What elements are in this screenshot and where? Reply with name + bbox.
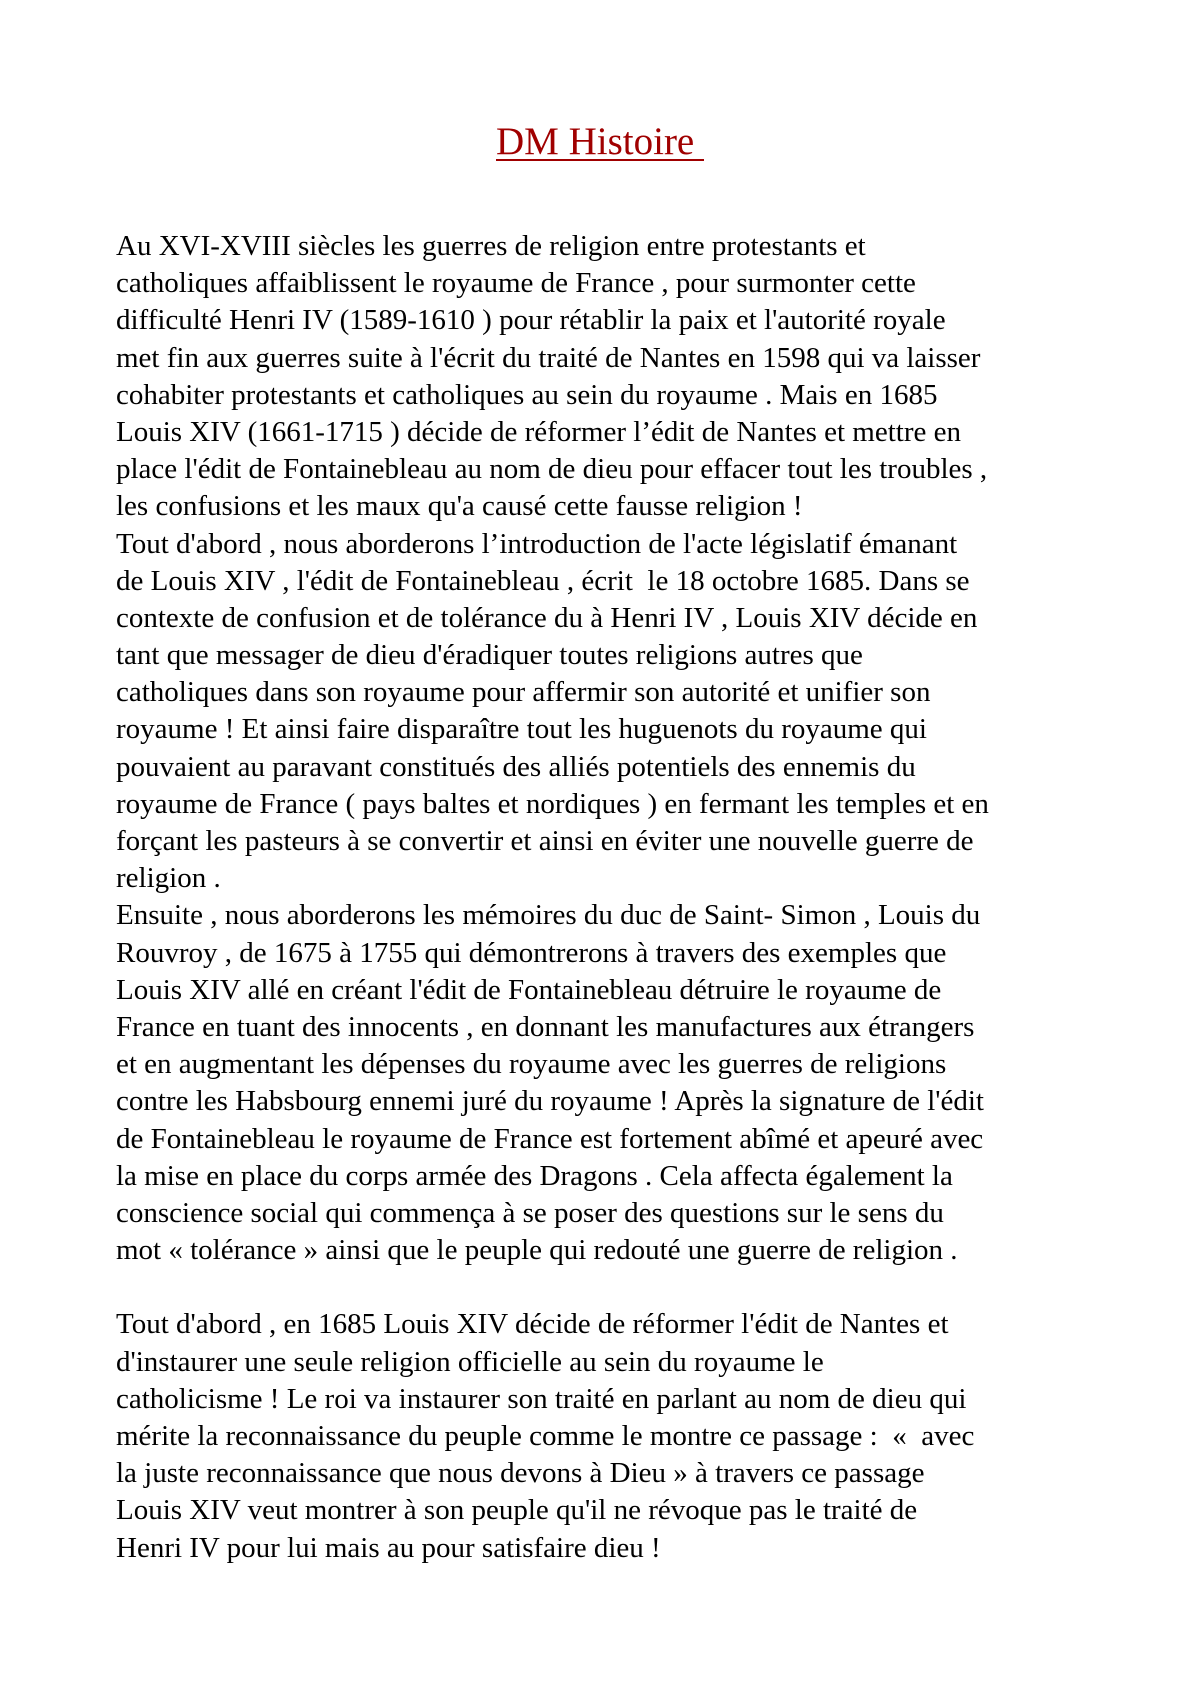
text-line: de Louis XIV , l'édit de Fontainebleau , écrit le 18 octobre 1685. Dans se [116, 564, 970, 597]
text-line: tant que messager de dieu d'éradiquer toutes religions autres que [116, 639, 863, 672]
text-line: la mise en place du corps armée des Dragons . Cela affecta également la [116, 1159, 953, 1192]
text-line: religion . [116, 862, 221, 895]
text-line: met fin aux guerres suite à l'écrit du traité de Nantes en 1598 qui va laisser [116, 341, 981, 374]
text-line: royaume ! Et ainsi faire disparaître tout les huguenots du royaume qui [116, 713, 927, 746]
text-line: les confusions et les maux qu'a causé cette fausse religion ! [116, 490, 803, 523]
text-line: contre les Habsbourg ennemi juré du royaume ! Après la signature de l'édit [116, 1085, 984, 1118]
text-line: Tout d'abord , nous aborderons l’introduction de l'acte législatif émanant [116, 527, 958, 560]
text-line: mot « tolérance » ainsi que le peuple qui redouté une guerre de religion . [116, 1234, 958, 1267]
text-line: conscience social qui commença à se poser des questions sur le sens du [116, 1196, 944, 1229]
text-line: Louis XIV (1661-1715 ) décide de réformer l’édit de Nantes et mettre en [116, 415, 961, 448]
text-line: Louis XIV allé en créant l'édit de Fontainebleau détruire le royaume de [116, 973, 942, 1006]
text-line: Louis XIV veut montrer à son peuple qu'il ne révoque pas le traité de [116, 1494, 918, 1527]
text-line: et en augmentant les dépenses du royaume avec les guerres de religions [116, 1048, 947, 1081]
text-line: catholicisme ! Le roi va instaurer son traité en parlant au nom de dieu qui [116, 1382, 967, 1415]
text-line: pouvaient au paravant constitués des alliés potentiels des ennemis du [116, 750, 916, 783]
text-line: contexte de confusion et de tolérance du à Henri IV , Louis XIV décide en [116, 601, 978, 634]
text-line: catholiques affaiblissent le royaume de France , pour surmonter cette [116, 267, 916, 300]
text-line: d'instaurer une seule religion officielle au sein du royaume le [116, 1345, 824, 1378]
text-line: France en tuant des innocents , en donnant les manufactures aux étrangers [116, 1010, 975, 1043]
text-line: Au XVI-XVIII siècles les guerres de religion entre protestants et [116, 230, 866, 262]
document-title: DM Histoire [496, 120, 704, 163]
text-line: royaume de France ( pays baltes et nordiques ) en fermant les temples et en [116, 787, 989, 820]
text-line: Henri IV pour lui mais au pour satisfaire dieu ! [116, 1531, 661, 1564]
text-line: de Fontainebleau le royaume de France est fortement abîmé et apeuré avec [116, 1122, 984, 1155]
text-line: cohabiter protestants et catholiques au sein du royaume . Mais en 1685 [116, 378, 938, 411]
text-line: forçant les pasteurs à se convertir et ainsi en éviter une nouvelle guerre de [116, 825, 974, 857]
text-line: Ensuite , nous aborderons les mémoires du duc de Saint- Simon , Louis du [116, 899, 981, 932]
text-line: Rouvroy , de 1675 à 1755 qui démontrerons à travers des exemples que [116, 936, 947, 969]
document-body [116, 228, 1116, 1567]
text-line: mérite la reconnaissance du peuple comme le montre ce passage : « avec [116, 1420, 975, 1452]
text-line: place l'édit de Fontainebleau au nom de dieu pour effacer tout les troubles , [116, 453, 988, 486]
text-line: catholiques dans son royaume pour affermir son autorité et unifier son [116, 676, 931, 709]
text-line: Tout d'abord , en 1685 Louis XIV décide de réformer l'édit de Nantes et [116, 1308, 949, 1341]
text-line: la juste reconnaissance que nous devons à Dieu » à travers ce passage [116, 1457, 925, 1490]
blank-line [116, 1269, 1116, 1306]
text-line: difficulté Henri IV (1589-1610 ) pour rétablir la paix et l'autorité royale [116, 304, 946, 337]
